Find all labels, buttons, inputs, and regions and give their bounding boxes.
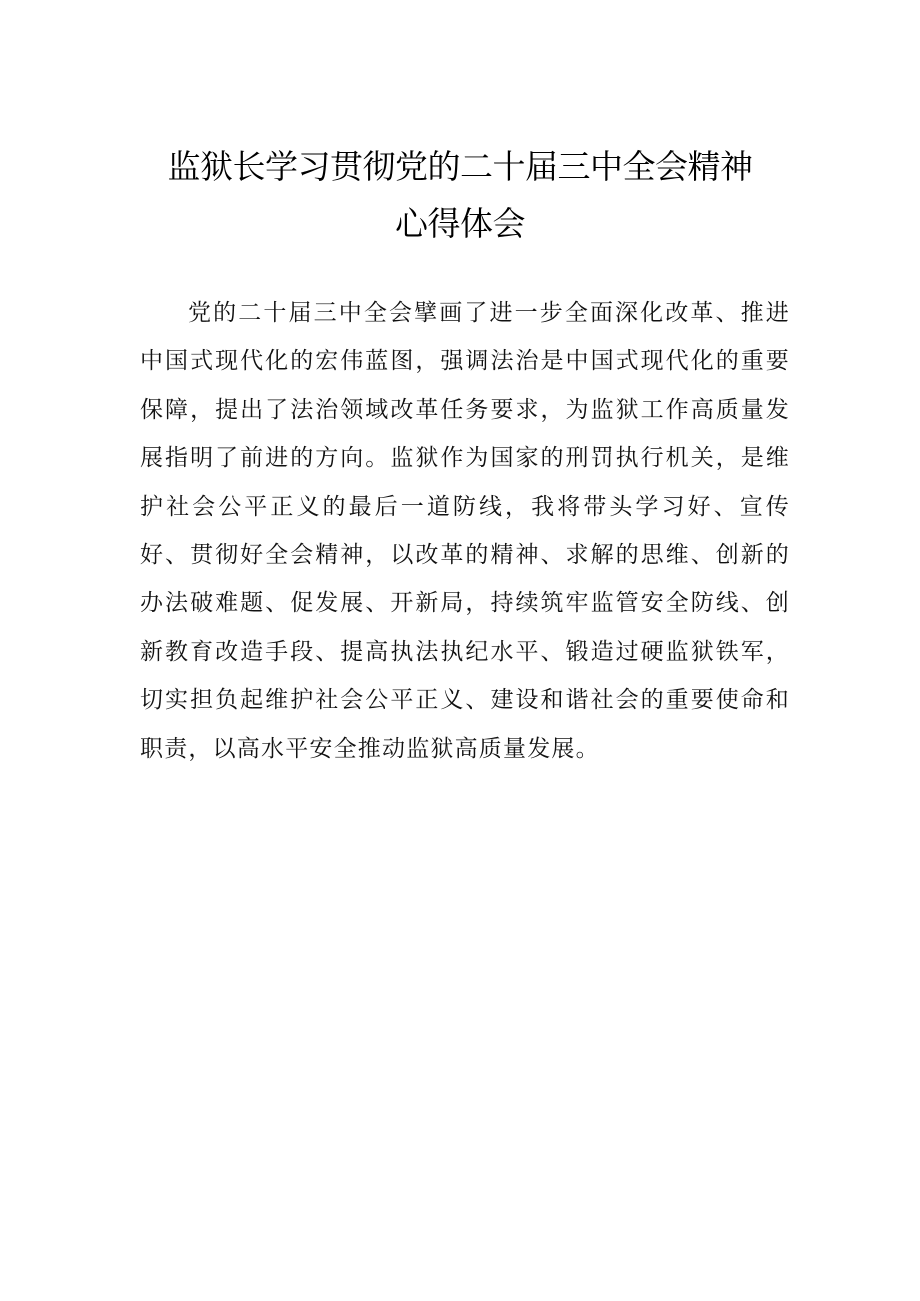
title-line-1: 监狱长学习贯彻党的二十届三中全会精神: [167, 147, 753, 186]
body-paragraph: 党的二十届三中全会擘画了进一步全面深化改革、推进中国式现代化的宏伟蓝图，强调法治是中国式现代化的重要保障，提出了法治领域改革任务要求，为监狱工作高质量发展指明了前进的方向。监狱作为国家的刑罚执行机关，是维护社会公平正义的最后一道防线，我将带头学习好、宣传好、贯彻好全会精神，以改革的精神、求解的思维、创新的办法破难题、促发展、开新局，持续筑牢监管安全防线、创新教育改造手段、提高执法执纪水平、锻造过硬监狱铁军，切实担负起维护社会公平正义、建设和谐社会的重要使命和职责，以高水平安全推动监狱高质量发展。: [140, 300, 790, 762]
title-line-2: 心得体会: [395, 204, 525, 243]
document-title: [0, 138, 920, 252]
